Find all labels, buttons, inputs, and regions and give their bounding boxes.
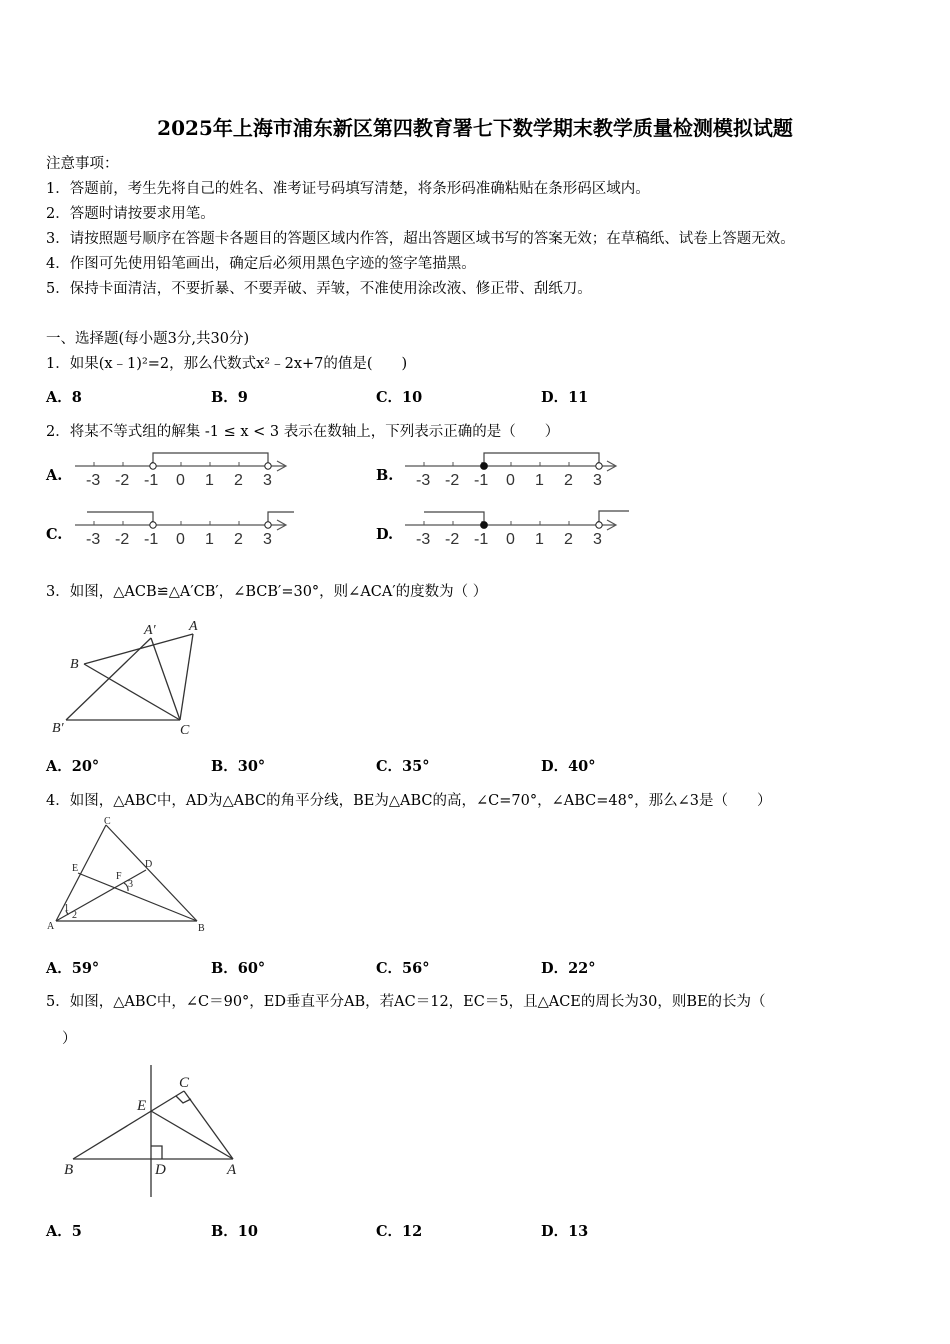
vertex-label: A (189, 619, 198, 634)
tick-label: -1 (144, 472, 159, 489)
question-4-text: 4．如图，△ABC中，AD为△ABC的角平分线，BE为△ABC的高，∠C=70°，∠ABC=48°，那么∠3是（ ） (46, 793, 772, 809)
section-heading: 一、选择题(每小题3分,共30分) (46, 331, 250, 347)
tick-label: -3 (416, 531, 431, 548)
notice-item: 4．作图可先使用铅笔画出，确定后必须用黑色字迹的签字笔描黑。 (46, 256, 476, 272)
tick-label: -2 (445, 472, 460, 489)
notice-item: 1．答题前，考生先将自己的姓名、准考证号码填写清楚，将条形码准确粘贴在条形码区域内。 (46, 181, 650, 197)
vertex-label: A (47, 921, 55, 932)
q3-option-b[interactable]: B．30° (211, 758, 266, 775)
question-5-text: 5．如图，△ABC中，∠C＝90°，ED垂直平分AB，若AC＝12，EC＝5，且△ACE的周长为30，则BE的长为（ (46, 994, 766, 1010)
vertex-label: C (179, 1075, 190, 1091)
tick-label: 1 (205, 472, 214, 489)
vertex-label: E (137, 1098, 147, 1114)
q3-option-a[interactable]: A．20° (46, 758, 100, 775)
tick-label: -2 (445, 531, 460, 548)
vertex-label: B (70, 657, 79, 672)
tick-label: 2 (564, 472, 573, 489)
tick-label: 0 (176, 531, 185, 548)
tick-label: 2 (234, 531, 243, 548)
tick-label: 1 (205, 531, 214, 548)
vertex-label: B (64, 1162, 74, 1178)
q3-triangle-figure (46, 612, 216, 742)
tick-label: 2 (234, 472, 243, 489)
q2-number-line-c[interactable] (70, 507, 300, 553)
tick-label: -1 (144, 531, 159, 548)
question-1-text: 1．如果(x﹣1)²=2，那么代数式x²﹣2x+7的值是( ) (46, 356, 408, 372)
q4-option-c[interactable]: C．56° (376, 960, 430, 977)
tick-label: 1 (535, 531, 544, 548)
tick-label: 0 (506, 531, 515, 548)
tick-label: -3 (86, 531, 101, 548)
q4-triangle-figure (44, 815, 214, 940)
notice-heading: 注意事项： (46, 156, 119, 172)
tick-label: -1 (474, 531, 489, 548)
vertex-label: E (72, 863, 79, 874)
tick-label: -3 (86, 472, 101, 489)
q3-option-d[interactable]: D．40° (541, 758, 596, 775)
tick-label: -3 (416, 472, 431, 489)
q4-option-b[interactable]: B．60° (211, 960, 266, 977)
tick-label: -1 (474, 472, 489, 489)
question-2-text: 2．将某不等式组的解集 -1 ≤ x < 3 表示在数轴上，下列表示正确的是（ ） (46, 424, 560, 440)
tick-label: -2 (115, 531, 130, 548)
tick-label: 2 (564, 531, 573, 548)
q5-option-a[interactable]: A．5 (46, 1223, 82, 1240)
q2-number-line-b[interactable] (400, 448, 630, 494)
tick-label: 0 (176, 472, 185, 489)
notice-item: 2．答题时请按要求用笔。 (46, 206, 215, 222)
tick-label: 3 (593, 472, 602, 489)
q5-option-b[interactable]: B．10 (211, 1223, 258, 1240)
page-title: 2025年上海市浦东新区第四教育署七下数学期末教学质量检测模拟试题 (157, 116, 793, 140)
question-5-text-cont: ） (62, 1031, 77, 1047)
q3-option-c[interactable]: C．35° (376, 758, 430, 775)
notice-item: 3．请按照题号顺序在答题卡各题目的答题区域内作答，超出答题区域书写的答案无效；在草稿纸、试卷上答题无效。 (46, 231, 795, 247)
q5-option-c[interactable]: C．12 (376, 1223, 423, 1240)
q1-option-a[interactable]: A．8 (46, 389, 82, 406)
q2-option-d-label[interactable]: D. (376, 526, 394, 543)
vertex-label: C (104, 816, 111, 827)
q2-option-a-label[interactable]: A. (46, 467, 63, 484)
q5-triangle-figure (58, 1060, 248, 1202)
vertex-label: F (116, 871, 122, 882)
vertex-label: C (180, 723, 190, 738)
q1-option-b[interactable]: B．9 (211, 389, 248, 406)
vertex-label: A′ (144, 623, 156, 638)
question-3-text: 3．如图，△ACB≌△A′CB′，∠BCB′=30°，则∠ACA′的度数为（ ） (46, 584, 488, 600)
tick-label: 3 (263, 531, 272, 548)
q2-number-line-d[interactable] (400, 507, 635, 553)
vertex-label: A (227, 1162, 237, 1178)
tick-label: 1 (535, 472, 544, 489)
vertex-label: B (198, 923, 205, 934)
tick-label: 3 (263, 472, 272, 489)
tick-label: 3 (593, 531, 602, 548)
q2-option-b-label[interactable]: B. (376, 467, 394, 484)
q1-option-d[interactable]: D．11 (541, 389, 589, 406)
vertex-label: D (155, 1162, 166, 1178)
angle-label: 2 (72, 910, 77, 921)
vertex-label: D (145, 859, 153, 870)
q2-number-line-a[interactable] (70, 448, 300, 494)
q4-option-d[interactable]: D．22° (541, 960, 596, 977)
q2-option-c-label[interactable]: C. (46, 526, 63, 543)
tick-label: 0 (506, 472, 515, 489)
q1-option-c[interactable]: C．10 (376, 389, 423, 406)
vertex-label: B′ (52, 721, 64, 736)
q4-option-a[interactable]: A．59° (46, 960, 100, 977)
tick-label: -2 (115, 472, 130, 489)
notice-item: 5．保持卡面清洁，不要折暴、不要弄破、弄皱，不准使用涂改液、修正带、刮纸刀。 (46, 281, 592, 297)
q5-option-d[interactable]: D．13 (541, 1223, 589, 1240)
angle-label: 3 (128, 879, 133, 890)
angle-label: 1 (64, 903, 69, 914)
